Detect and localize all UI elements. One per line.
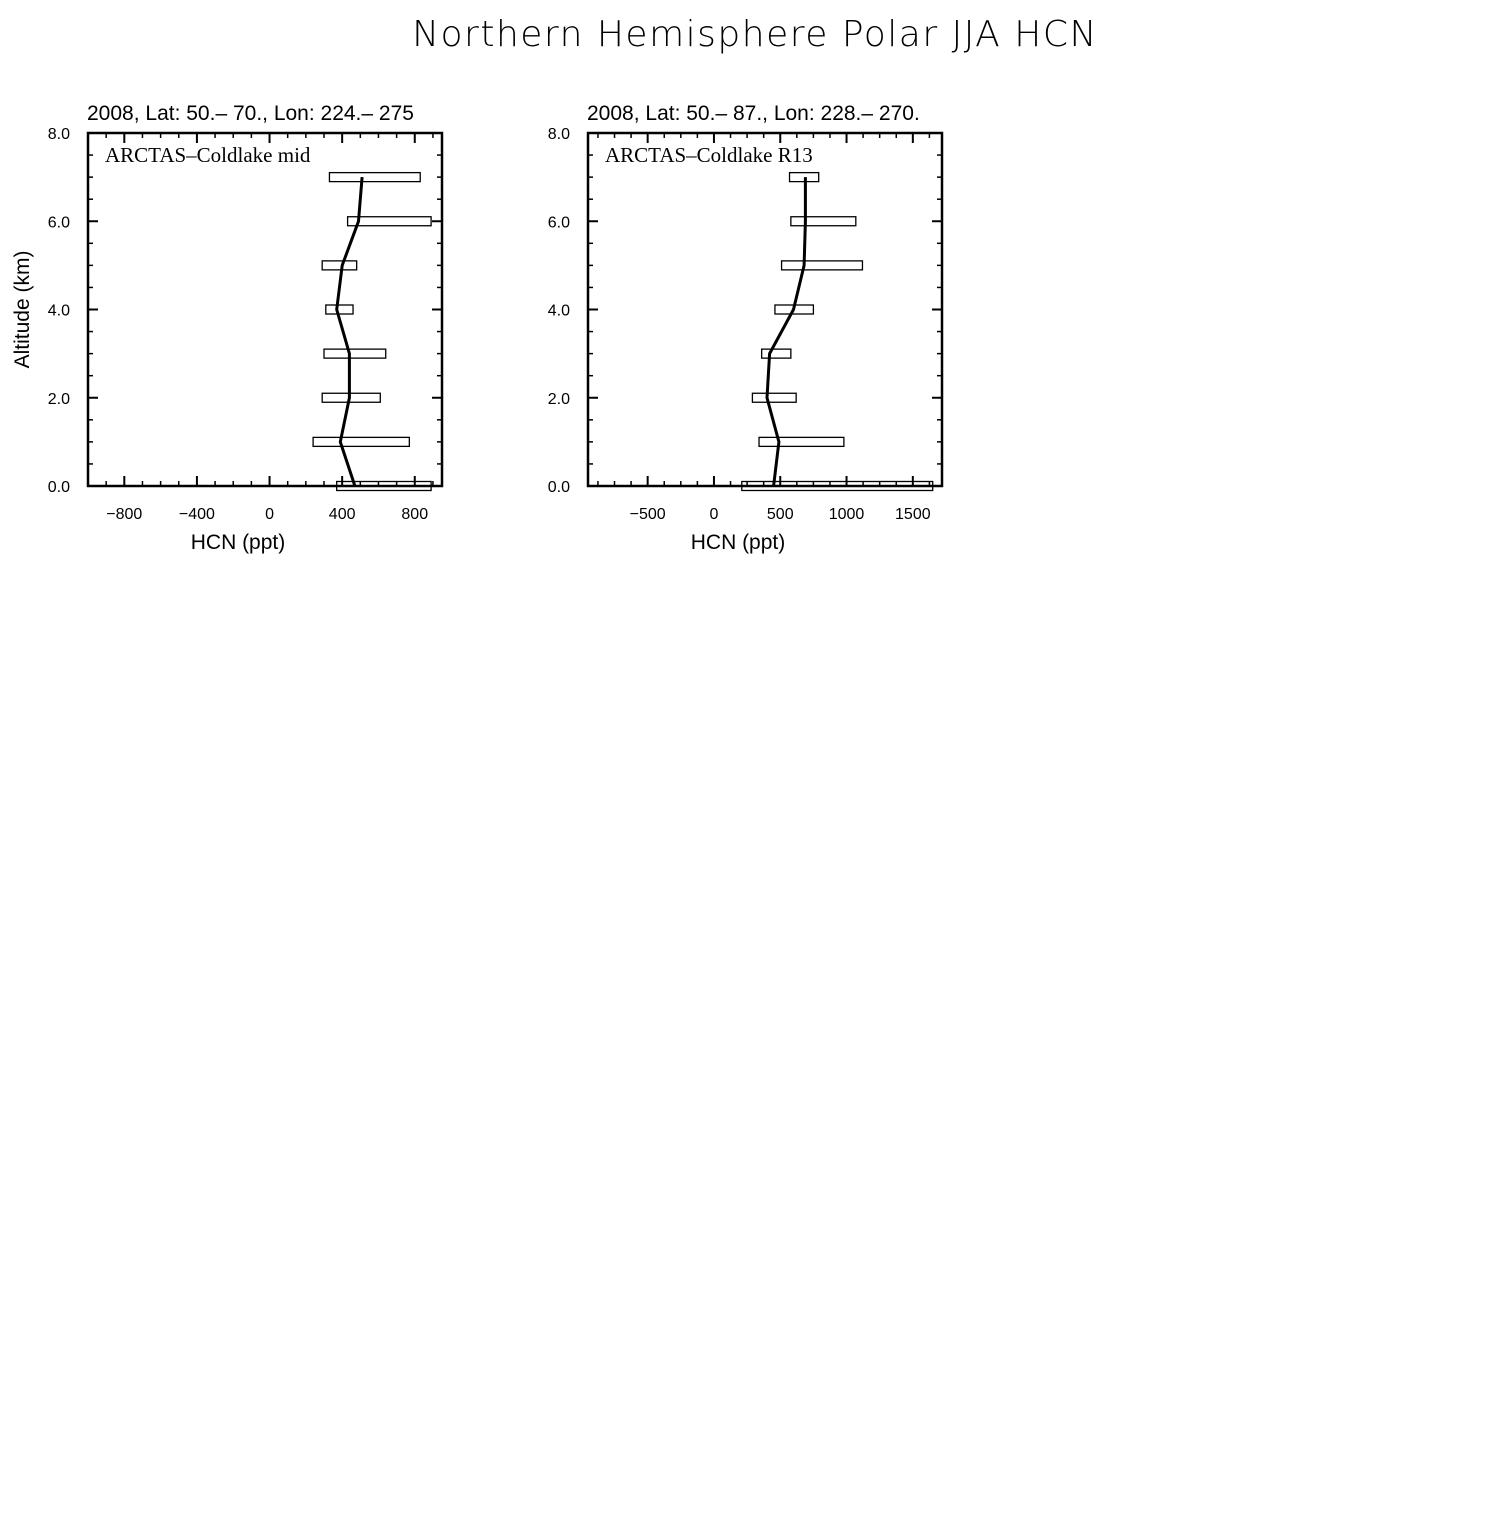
- panel-title: 2008, Lat: 50.– 87., Lon: 228.– 270.: [587, 102, 920, 125]
- x-tick-label: 0: [265, 506, 274, 523]
- range-box: [322, 393, 380, 402]
- y-tick-label: 0.0: [547, 479, 570, 496]
- x-axis-label: HCN (ppt): [690, 531, 786, 554]
- y-tick-label: 4.0: [47, 302, 70, 320]
- range-box: [324, 349, 386, 358]
- range-box: [782, 261, 863, 270]
- panel-coldlake-mid: [11, 102, 442, 554]
- y-tick-label: 2.0: [547, 390, 570, 408]
- range-box: [326, 305, 353, 314]
- panel-coldlake-r13: [548, 102, 942, 554]
- y-tick-label: 6.0: [547, 214, 570, 232]
- x-axis-label: HCN (ppt): [190, 531, 286, 554]
- panel-label: ARCTAS–Coldlake R13: [605, 143, 813, 167]
- y-tick-label: 4.0: [547, 302, 570, 320]
- y-tick-label: 8.0: [547, 126, 570, 143]
- x-tick-label: −500: [629, 506, 666, 523]
- profile-line: [767, 177, 805, 486]
- y-tick-label: 0.0: [47, 479, 70, 496]
- x-tick-label: 400: [328, 506, 356, 523]
- x-tick-label: 500: [766, 506, 794, 523]
- range-box: [313, 437, 409, 446]
- range-box: [762, 349, 791, 358]
- y-tick-label: 6.0: [47, 214, 70, 232]
- x-tick-label: 1000: [828, 506, 865, 523]
- panel-label: ARCTAS–Coldlake mid: [105, 143, 311, 167]
- range-box: [752, 393, 796, 402]
- x-tick-label: −800: [106, 506, 143, 523]
- y-axis-label: Altitude (km): [11, 250, 34, 369]
- y-tick-label: 8.0: [47, 126, 70, 143]
- plot-frame: [588, 133, 942, 486]
- x-tick-label: 0: [709, 506, 719, 523]
- range-box: [329, 173, 420, 182]
- panel-title: 2008, Lat: 50.– 70., Lon: 224.– 275: [87, 102, 414, 125]
- plot-frame: [88, 133, 442, 486]
- y-tick-label: 2.0: [47, 390, 70, 408]
- profile-line: [337, 177, 362, 486]
- range-box: [791, 217, 856, 226]
- range-box: [759, 437, 844, 446]
- x-tick-label: −400: [178, 506, 215, 523]
- x-tick-label: 800: [401, 506, 429, 523]
- figure-title: Northern Hemisphere Polar JJA HCN: [412, 14, 1098, 55]
- range-box: [322, 261, 356, 270]
- x-tick-label: 1500: [895, 506, 931, 523]
